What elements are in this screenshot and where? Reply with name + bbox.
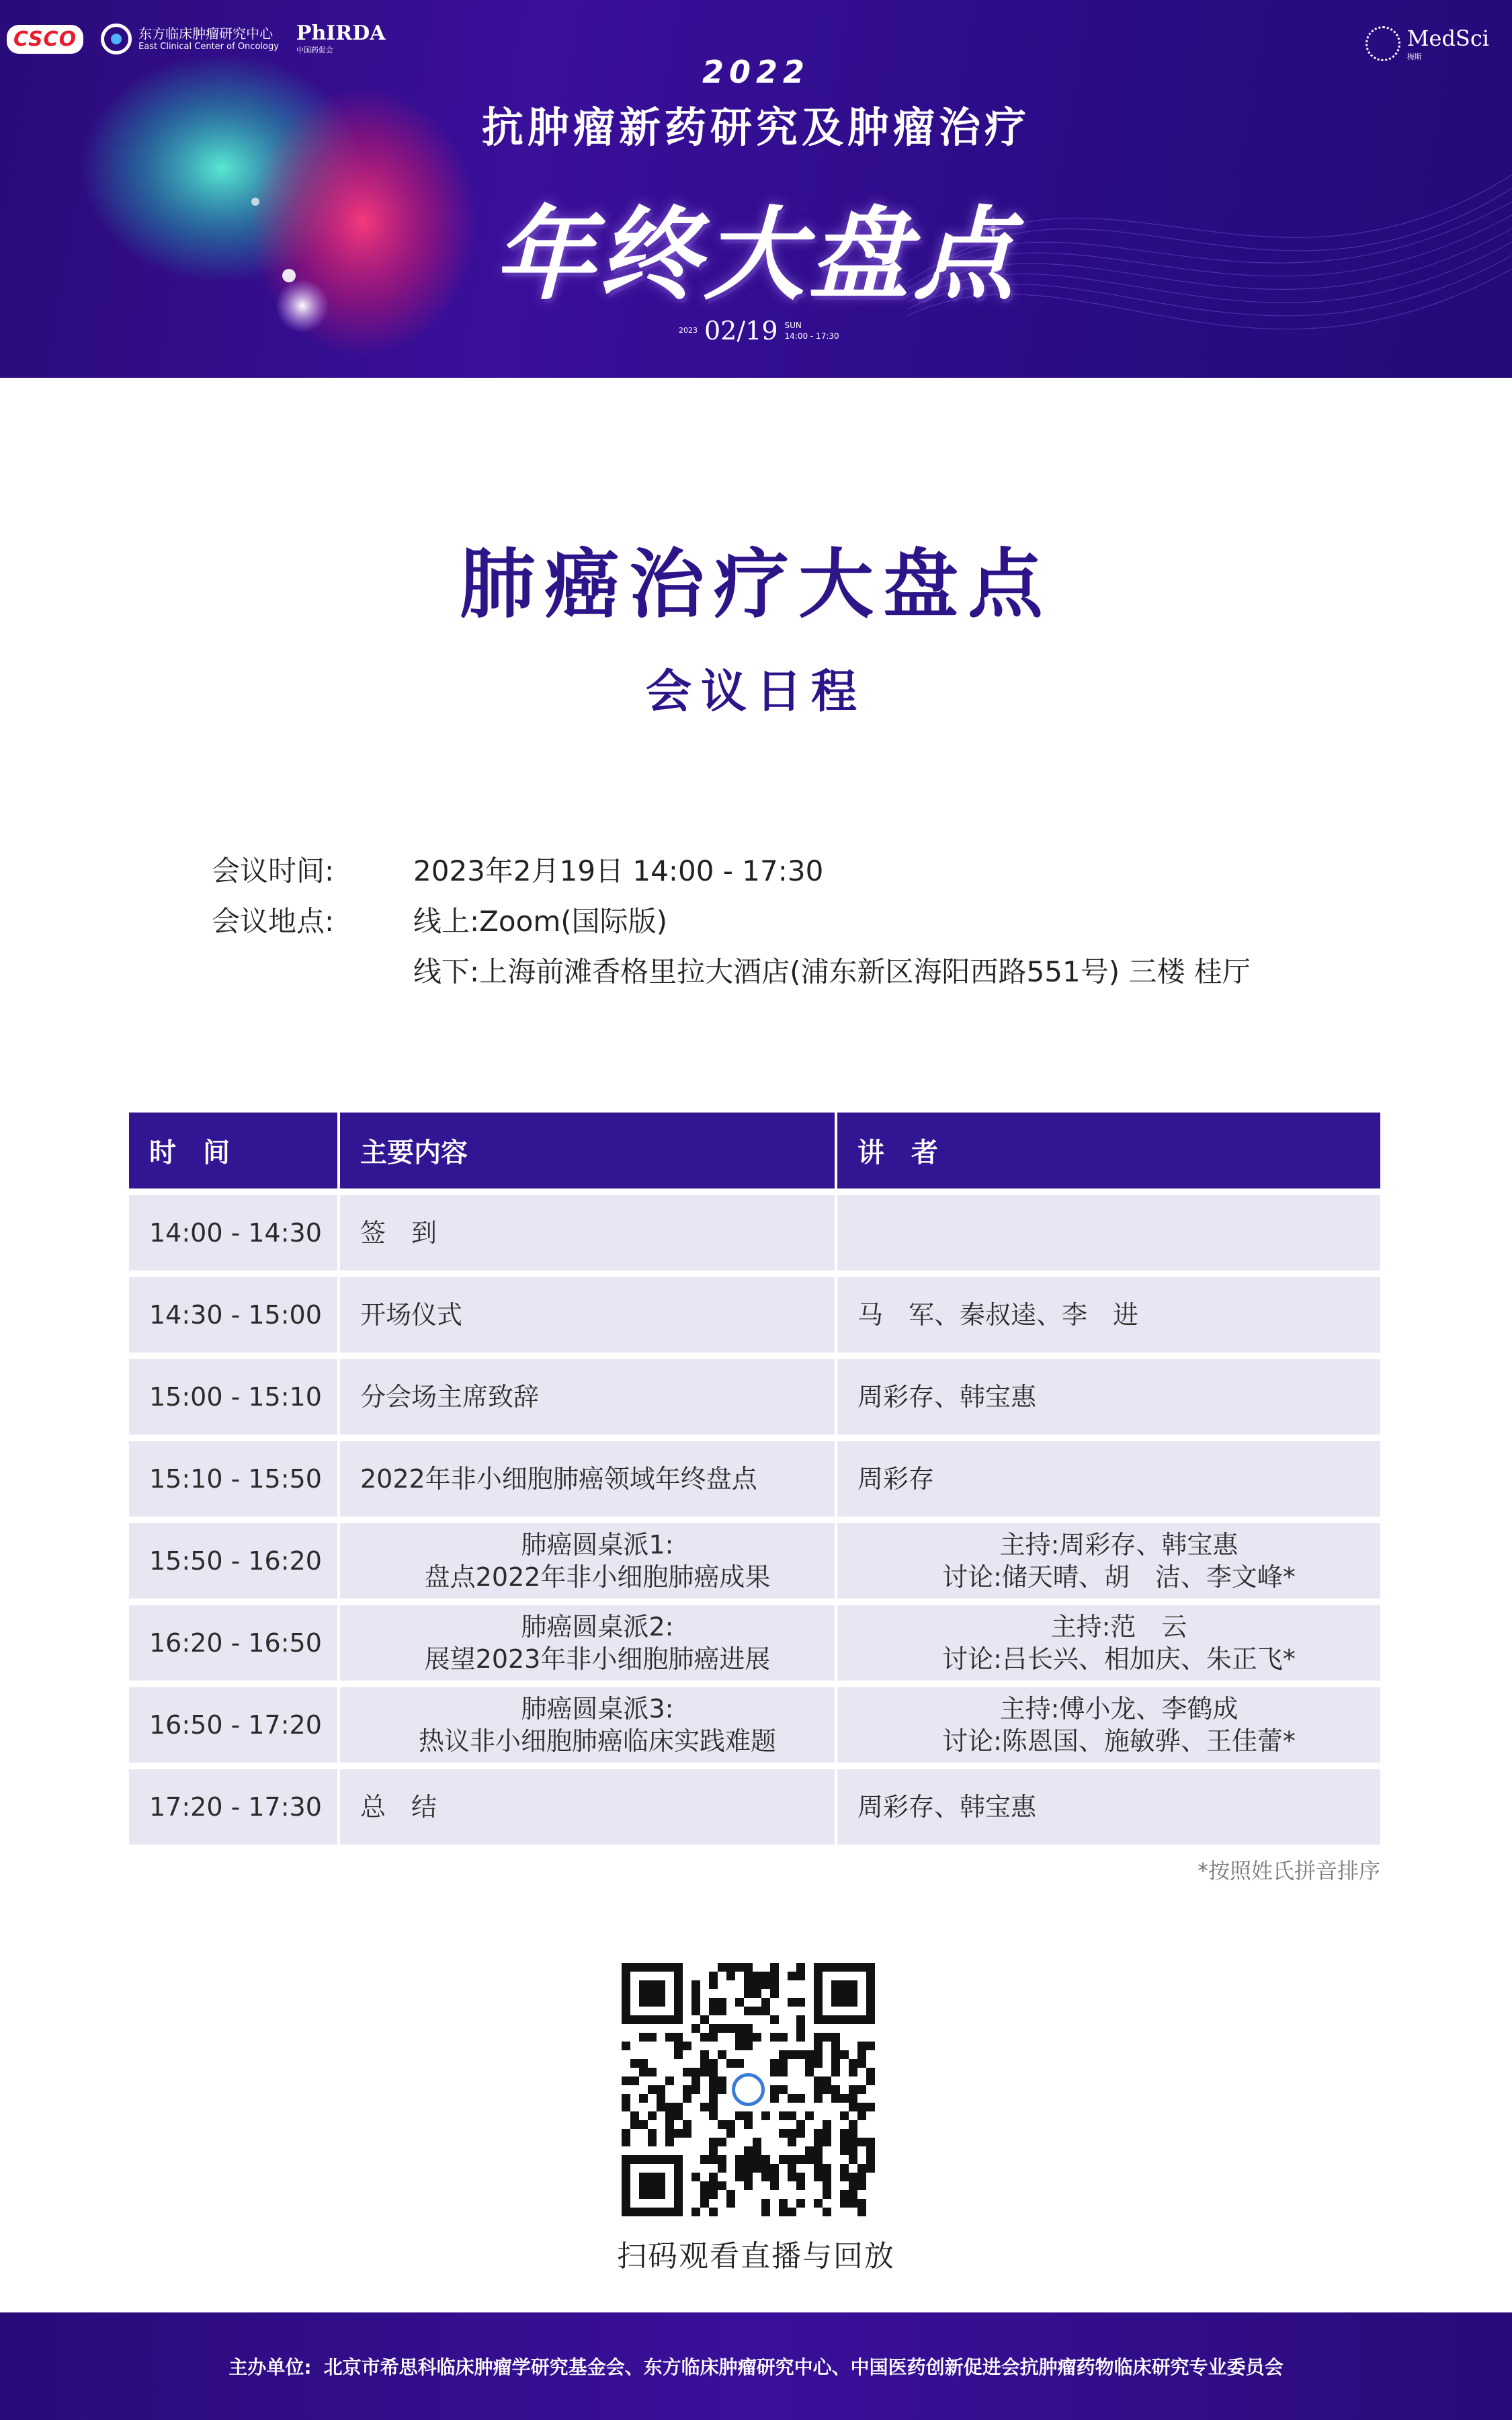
banner-year: 2022 bbox=[702, 54, 810, 90]
speaker-discuss: 讨论:吕长兴、相加庆、朱正飞* bbox=[942, 1644, 1296, 1674]
row-content: 分会场主席致辞 bbox=[337, 1359, 835, 1435]
row-speaker bbox=[835, 1523, 1380, 1599]
meeting-info bbox=[212, 844, 1251, 995]
banner-time: 14:00 - 17:30 bbox=[784, 331, 839, 341]
east-clinical-center-logo bbox=[101, 24, 279, 54]
row-speaker: 周彩存、韩宝惠 bbox=[835, 1769, 1380, 1845]
row-speaker: 周彩存、韩宝惠 bbox=[835, 1359, 1380, 1435]
page-subtitle: 会议日程 bbox=[645, 666, 866, 719]
row-time: 17:20 - 17:30 bbox=[149, 1792, 322, 1822]
row-content bbox=[337, 1605, 835, 1681]
qr-caption: 扫码观看直播与回放 bbox=[617, 2239, 895, 2273]
organizers-list: 北京市希思科临床肿瘤学研究基金会、东方临床肿瘤研究中心、中国医药创新促进会抗肿瘤药物临床研究专业委员会 bbox=[323, 2356, 1284, 2378]
table-row bbox=[129, 1687, 1380, 1763]
event-banner bbox=[0, 0, 1512, 378]
row-content: 开场仪式 bbox=[337, 1277, 835, 1353]
phirda-logo bbox=[296, 23, 386, 55]
table-row bbox=[129, 1523, 1380, 1599]
row-speaker bbox=[835, 1687, 1380, 1763]
organizers-label: 主办单位: bbox=[228, 2356, 312, 2378]
qr-code[interactable] bbox=[622, 1963, 890, 2228]
meeting-time-label: 会议时间: bbox=[212, 854, 335, 887]
content-line: 肺癌圆桌派1: bbox=[521, 1530, 674, 1560]
row-time: 15:10 - 15:50 bbox=[149, 1464, 322, 1494]
row-speaker: 周彩存 bbox=[835, 1441, 1380, 1517]
row-content: 2022年非小细胞肺癌领域年终盘点 bbox=[337, 1441, 835, 1517]
banner-headline: 年终大盘点 bbox=[493, 197, 1018, 314]
table-row bbox=[129, 1605, 1380, 1681]
row-content bbox=[337, 1523, 835, 1599]
banner-weekday: SUN bbox=[784, 321, 802, 330]
speaker-discuss: 讨论:储天晴、胡 洁、李文峰* bbox=[942, 1562, 1296, 1592]
banner-date bbox=[679, 316, 839, 346]
meeting-time-row bbox=[212, 844, 1251, 894]
table-header bbox=[129, 1113, 1380, 1188]
phirda-name-cn: 中国药促会 bbox=[296, 46, 333, 54]
east-center-icon bbox=[101, 24, 132, 54]
row-time: 15:00 - 15:10 bbox=[149, 1382, 322, 1412]
row-content: 总 结 bbox=[337, 1769, 835, 1845]
content-line: 盘点2022年非小细胞肺癌成果 bbox=[424, 1562, 771, 1592]
meeting-place-label: 会议地点: bbox=[212, 904, 335, 938]
partner-logos bbox=[7, 23, 386, 55]
meeting-place-offline: 线下:上海前滩香格里拉大酒店(浦东新区海阳西路551号) 三楼 桂厅 bbox=[413, 955, 1251, 988]
table-row bbox=[129, 1195, 1380, 1270]
row-time: 15:50 - 16:20 bbox=[149, 1546, 322, 1576]
row-speaker bbox=[835, 1605, 1380, 1681]
meeting-place-online: 线上:Zoom(国际版) bbox=[413, 904, 668, 938]
row-speaker: 马 军、秦叔逵、李 进 bbox=[835, 1277, 1380, 1353]
header-speaker: 讲 者 bbox=[835, 1113, 1380, 1188]
row-speaker bbox=[835, 1195, 1380, 1270]
csco-logo: CSCO bbox=[7, 25, 83, 54]
speaker-host: 主持:傅小龙、李鹤成 bbox=[999, 1694, 1238, 1724]
content-line: 热议非小细胞肺癌临床实践难题 bbox=[418, 1726, 776, 1756]
qr-code-image[interactable] bbox=[622, 1963, 890, 2225]
east-center-name-en: East Clinical Center of Oncology bbox=[138, 42, 279, 52]
page-title: 肺癌治疗大盘点 bbox=[460, 541, 1052, 629]
banner-title: 抗肿瘤新药研究及肿瘤治疗 bbox=[481, 103, 1030, 152]
banner-date-day: 02/19 bbox=[704, 316, 778, 346]
phirda-name: PhIRDA bbox=[296, 22, 386, 45]
east-center-name-cn: 东方临床肿瘤研究中心 bbox=[138, 26, 274, 42]
row-content bbox=[337, 1687, 835, 1763]
row-time: 14:30 - 15:00 bbox=[149, 1300, 322, 1330]
row-time: 16:50 - 17:20 bbox=[149, 1710, 322, 1740]
meeting-place-offline-row bbox=[212, 944, 1251, 995]
header-time: 时 间 bbox=[149, 1137, 230, 1168]
sort-note: *按照姓氏拼音排序 bbox=[1197, 1858, 1380, 1884]
table-row bbox=[129, 1277, 1380, 1353]
content-line: 展望2023年非小细胞肺癌进展 bbox=[424, 1644, 771, 1674]
medsci-name-cn: 梅斯 bbox=[1406, 52, 1422, 61]
table-row bbox=[129, 1769, 1380, 1845]
table-row bbox=[129, 1441, 1380, 1517]
schedule-table bbox=[129, 1113, 1380, 1851]
medsci-name: MedSci bbox=[1406, 26, 1489, 51]
content-line: 肺癌圆桌派3: bbox=[521, 1694, 674, 1724]
table-row bbox=[129, 1359, 1380, 1435]
row-time: 16:20 - 16:50 bbox=[149, 1628, 322, 1658]
header-content: 主要内容 bbox=[337, 1113, 835, 1188]
speaker-host: 主持:周彩存、韩宝惠 bbox=[999, 1530, 1238, 1560]
meeting-place-row bbox=[212, 894, 1251, 944]
speaker-host: 主持:范 云 bbox=[1050, 1612, 1187, 1642]
row-content: 签 到 bbox=[337, 1195, 835, 1270]
meeting-time-value: 2023年2月19日 14:00 - 17:30 bbox=[413, 854, 824, 887]
speaker-discuss: 讨论:陈恩国、施敏骅、王佳蕾* bbox=[942, 1726, 1296, 1756]
content-line: 肺癌圆桌派2: bbox=[521, 1612, 674, 1642]
row-time: 14:00 - 14:30 bbox=[149, 1218, 322, 1248]
organizers-footer bbox=[0, 2312, 1512, 2420]
banner-date-year: 2023 bbox=[679, 326, 698, 335]
